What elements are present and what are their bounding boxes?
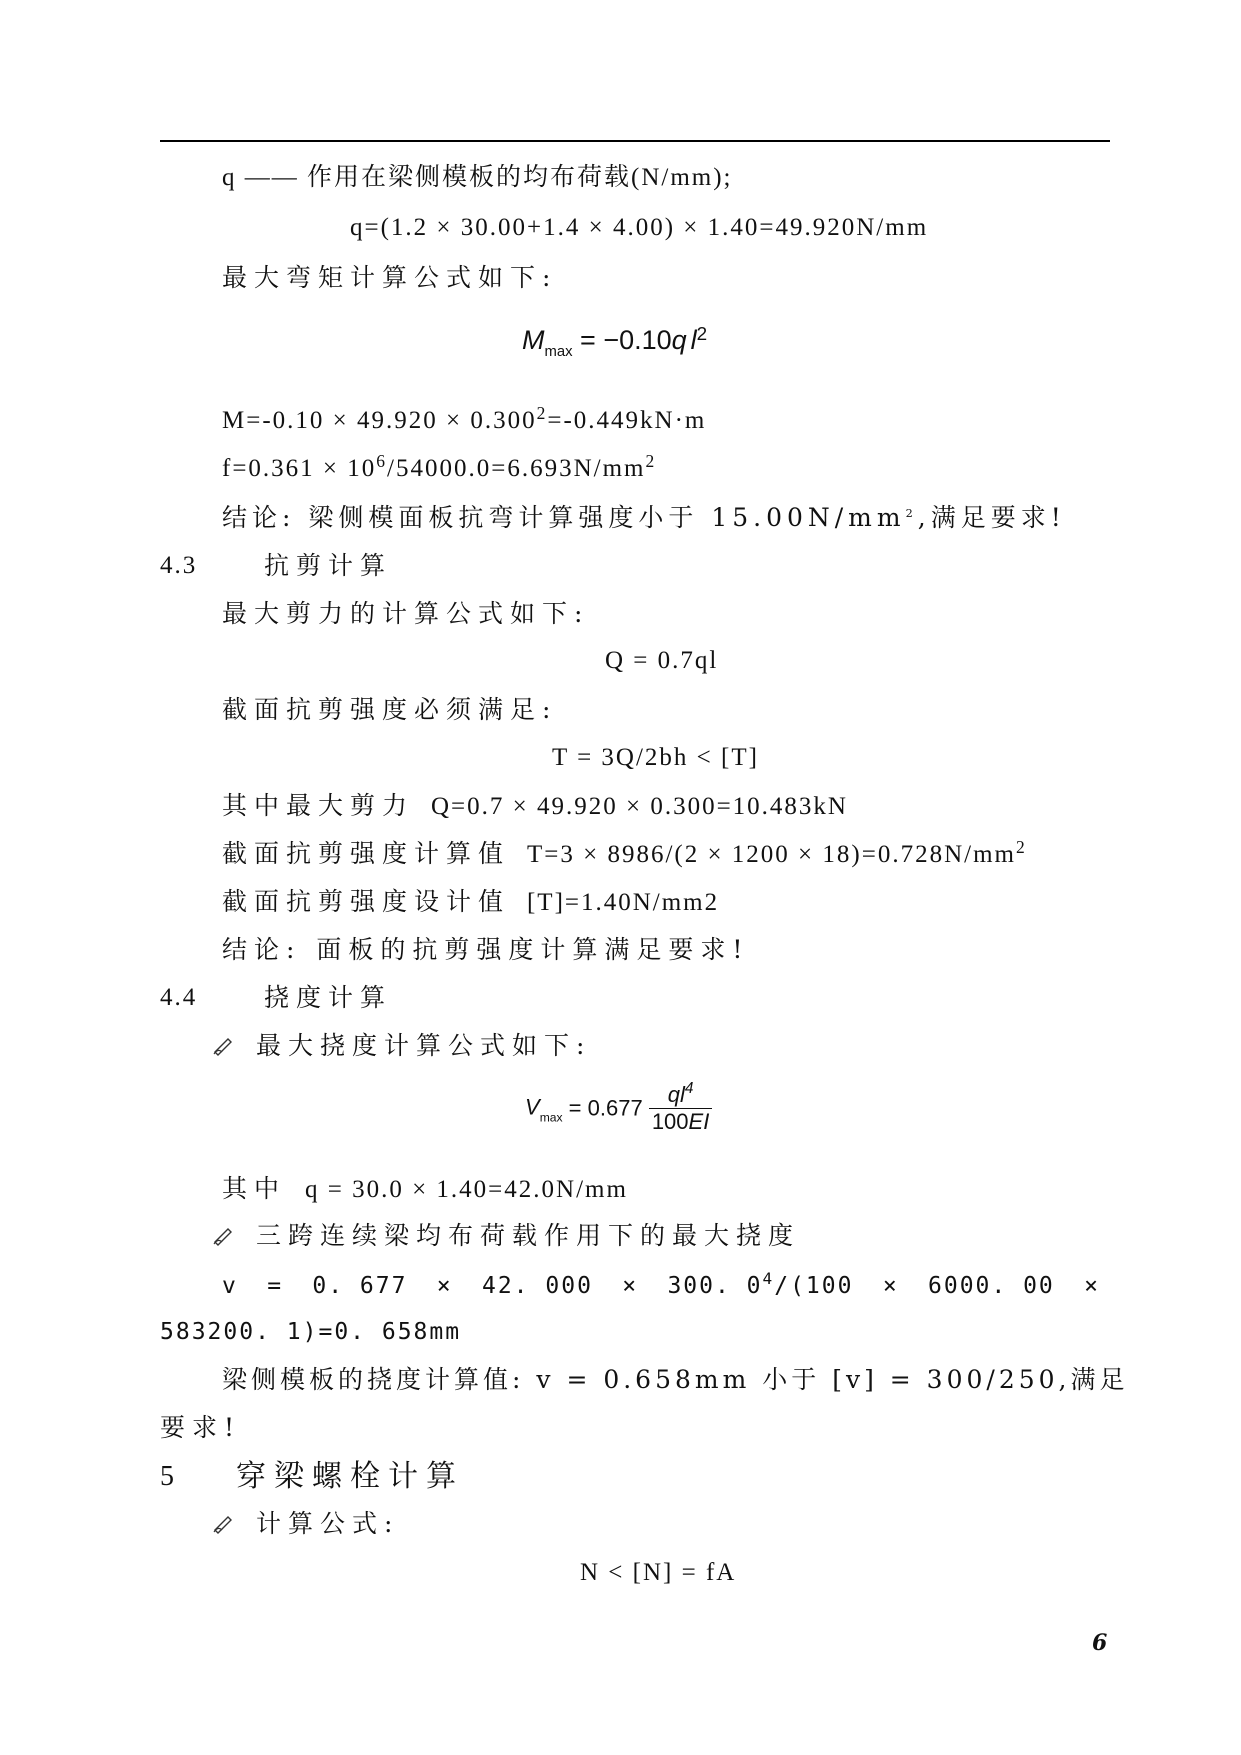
shear-formula: Q = 0.7ql — [605, 647, 719, 674]
calc-formula-intro: 计算公式: — [212, 1508, 399, 1540]
moment-formula: $M_{max} = -0.10q$ $l^2$ — [522, 324, 708, 360]
shear-conclusion: 结论: 面板的抗剪强度计算满足要求! — [222, 935, 750, 964]
max-shear-line: 其中最大剪力 Q=0.7 × 49.920 × 0.300=10.483kN — [222, 791, 848, 820]
section-4-3-number: 4.3 — [160, 552, 198, 579]
moment-calculation: $M=-0.10 \times 49.920 \times 0.300^2=-0.449kN\cdot m$ — [222, 403, 707, 434]
deflection-calc-line1: v = 0. 677 × 42. 000 × 300. $0^4/(100$ × 6000. 00 × — [222, 1269, 1100, 1299]
section-5-number: 5 — [160, 1461, 176, 1492]
pencil-bullet-icon — [212, 1034, 234, 1056]
shear-strength-formula: T = 3Q/2bh < [T] — [552, 744, 759, 771]
three-span-line: 三跨连续梁均布荷载作用下的最大挠度 — [212, 1220, 800, 1252]
shear-formula-intro: 最大剪力的计算公式如下: — [222, 599, 590, 628]
shear-calc-line: 截面抗剪强度计算值 $T=3 \times 8986/(2 \times 1200 \times 18)=0.728N/mm^2$ — [222, 837, 1027, 868]
deflection-calc-line2: 583200. 1)=0. 658mm — [160, 1319, 462, 1345]
deflection-fraction: $\frac{ql^4}{100EI}$ — [649, 1082, 713, 1135]
deflection-conclusion-line2: 要求! — [160, 1413, 242, 1442]
shear-strength-intro: 截面抗剪强度必须满足: — [222, 695, 558, 724]
deflection-formula-intro: 最大挠度计算公式如下: — [212, 1030, 591, 1062]
moment-formula-intro: 最大弯矩计算公式如下: — [222, 263, 558, 292]
q-load-line: 其中 q = 30.0 × 1.40=42.0N/mm — [222, 1174, 628, 1203]
section-5-title: 穿梁螺栓计算 — [236, 1459, 464, 1494]
pencil-bullet-icon — [212, 1512, 234, 1534]
shear-design-line: 截面抗剪强度设计值 [T]=1.40N/mm2 — [222, 887, 720, 916]
page-number: 6 — [1092, 1630, 1108, 1656]
deflection-conclusion-line1: 梁侧模板的挠度计算值: v = 0.658mm 小于 [v] = 300/250,满足 — [222, 1365, 1129, 1394]
q-calculation: q=(1.2 × 30.00+1.4 × 4.00) × 1.40=49.920N/mm — [350, 214, 929, 241]
section-4-4-number: 4.4 — [160, 984, 198, 1011]
q-definition: q —— 作用在梁侧模板的均布荷载(N/mm); — [222, 164, 733, 191]
bending-conclusion: 结论: 梁侧模面板抗弯计算强度小于 $15.00N/mm^2$,满足要求! — [222, 503, 1066, 532]
bolt-formula: N < [N] = fA — [580, 1559, 737, 1586]
pencil-bullet-icon — [212, 1224, 234, 1246]
header-rule — [160, 140, 1110, 142]
section-4-4-title: 挠度计算 — [264, 983, 393, 1012]
deflection-formula: $V_{max} = 0.677$ $\frac{ql^4}{100EI}$ — [525, 1082, 712, 1135]
stress-calculation: $f=0.361 \times 10^6/54000.0=6.693N/mm^2$ — [222, 451, 657, 482]
section-4-3-title: 抗剪计算 — [264, 551, 393, 580]
